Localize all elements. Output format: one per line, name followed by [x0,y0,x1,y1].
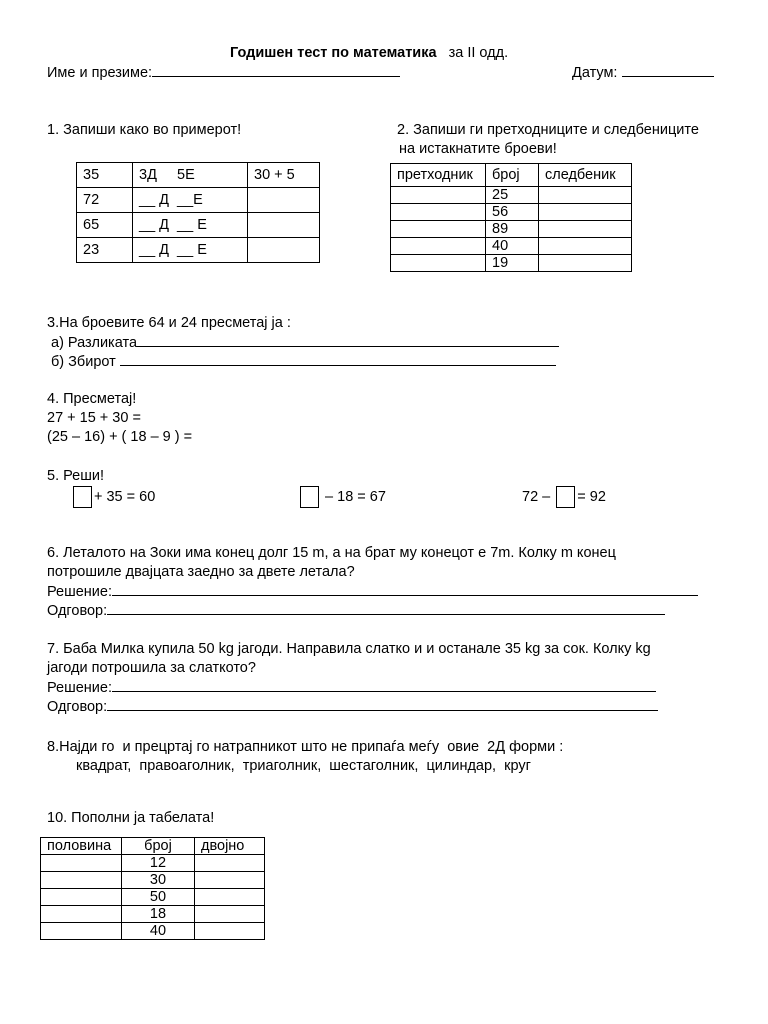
q1-cell-sum[interactable] [248,238,320,263]
q2-answer-cell[interactable] [539,204,632,221]
name-field[interactable] [47,63,400,82]
q7-answer-line[interactable] [47,697,658,716]
q1-cell-tens-units[interactable]: __ Д __ Е [133,213,248,238]
table-row [77,238,320,263]
q10-header-number: број [122,838,195,855]
q1-text: 1. Запиши како во примерот! [47,122,242,138]
q10-number-cell: 40 [122,923,195,940]
q2-header-number: број [486,164,539,187]
table-row [41,906,265,923]
q5-equation-2-text: – 18 = 67 [325,489,386,505]
q1-cell-tens-units[interactable]: __ Д __ Е [133,238,248,263]
q2-answer-cell[interactable] [391,255,486,272]
q3-difference-label: а) Разликата [51,335,138,351]
q10-header-double: двојно [195,838,265,855]
q1-table [76,162,320,263]
table-row [41,838,265,855]
q6-answer-blank[interactable] [107,601,665,615]
q10-number-cell: 30 [122,872,195,889]
q10-text: 10. Пополни ја табелата! [47,810,215,826]
q3-difference-blank[interactable] [137,333,559,347]
q2-text-line2: на истакнатите броеви! [399,141,557,157]
q7-text-line1: 7. Баба Милка купила 50 kg јагоди. Направила слатко и и останале 35 kg за сок. Колку kg [47,641,651,657]
q10-answer-cell[interactable] [195,872,265,889]
q2-header-predecessor: претходник [391,164,486,187]
q10-number-cell: 12 [122,855,195,872]
q2-answer-cell[interactable] [391,221,486,238]
q7-answer-label: Одговор: [47,699,108,715]
q10-header-half: половина [41,838,122,855]
q1-cell-number: 65 [77,213,133,238]
q10-answer-cell[interactable] [41,855,122,872]
q7-answer-blank[interactable] [107,697,658,711]
q6-text-line1: 6. Леталото на Зоки има конец долг 15 m, а на брат му конецот е 7m. Колку m конец [47,545,616,561]
q2-header-successor: следбеник [539,164,632,187]
q10-answer-cell[interactable] [195,889,265,906]
q8-shapes-list[interactable]: квадрат, правоаголник, триаголник, шестаголник, цилиндар, круг [76,758,531,774]
q7-text-line2: јагоди потрошила за слаткото? [47,660,256,676]
q5-equation-1 [71,486,155,508]
q2-answer-cell[interactable] [391,187,486,204]
q10-answer-cell[interactable] [195,906,265,923]
q10-answer-cell[interactable] [41,923,122,940]
q4-text: 4. Пресметај! [47,391,137,407]
title-bold: Годишен тест по математика [230,45,437,61]
q2-number-cell: 56 [486,204,539,221]
q3-text: 3.На броевите 64 и 24 пресметај ја : [47,315,291,331]
table-row [391,164,632,187]
q10-number-cell: 18 [122,906,195,923]
table-row [41,923,265,940]
table-row [391,221,632,238]
table-row [77,163,320,188]
q6-solution-label: Решение: [47,584,112,600]
q8-text-line1: 8.Најди го и прецртај го натрапникот што не припаѓа меѓу овие 2Д форми : [47,739,564,755]
q5-equation-2 [298,486,386,508]
q1-cell-tens-units[interactable]: __ Д __Е [133,188,248,213]
q5-equation-1-text: + 35 = 60 [94,489,156,505]
q5-equation-3 [522,486,606,508]
table-row [391,187,632,204]
q2-number-cell: 19 [486,255,539,272]
table-row [77,213,320,238]
q3-sum-label: б) Збирот [51,354,116,370]
q2-table [390,163,632,272]
q4-expression-2: (25 – 16) + ( 18 – 9 ) = [47,429,193,445]
q2-number-cell: 89 [486,221,539,238]
answer-box[interactable] [73,486,92,508]
table-row [41,872,265,889]
q1-cell-sum[interactable] [248,213,320,238]
q10-number-cell: 50 [122,889,195,906]
date-label: Датум: [572,65,618,81]
q3-sum-line[interactable] [51,352,556,371]
q7-solution-label: Решение: [47,680,112,696]
q5-equation-3-left: 72 – [522,489,551,505]
q3-difference-line[interactable] [51,333,559,352]
date-field[interactable] [572,63,714,82]
q2-answer-cell[interactable] [391,238,486,255]
q6-answer-label: Одговор: [47,603,108,619]
q10-answer-cell[interactable] [195,923,265,940]
q3-sum-blank[interactable] [120,352,556,366]
q1-cell-sum: 30 + 5 [248,163,320,188]
q2-answer-cell[interactable] [391,204,486,221]
name-blank[interactable] [152,63,400,77]
q10-answer-cell[interactable] [41,889,122,906]
q6-solution-line[interactable] [47,582,698,601]
q4-expression-1: 27 + 15 + 30 = [47,410,141,426]
q2-number-cell: 40 [486,238,539,255]
q5-text: 5. Реши! [47,468,104,484]
q2-answer-cell[interactable] [539,187,632,204]
table-row [77,188,320,213]
title-grade: за II одд. [448,45,509,61]
q2-answer-cell[interactable] [539,221,632,238]
q1-cell-number: 23 [77,238,133,263]
q10-answer-cell[interactable] [41,872,122,889]
q7-solution-blank[interactable] [112,678,656,692]
q5-equation-3-right: = 92 [577,489,606,505]
table-row [41,889,265,906]
q10-table [40,837,265,940]
q10-answer-cell[interactable] [41,906,122,923]
table-row [391,255,632,272]
test-title [230,44,508,62]
answer-box[interactable] [556,486,575,508]
q2-number-cell: 25 [486,187,539,204]
date-blank[interactable] [622,63,714,77]
q2-answer-cell[interactable] [539,255,632,272]
q6-text-line2: потрошиле двајцата заедно за двете летала? [47,564,355,580]
q2-answer-cell[interactable] [539,238,632,255]
table-row [391,238,632,255]
q2-text-line1: 2. Запиши ги претходниците и следбениците [397,122,699,138]
q6-solution-blank[interactable] [112,582,698,596]
table-row [391,204,632,221]
q1-cell-number: 35 [77,163,133,188]
table-row [41,855,265,872]
q6-answer-line[interactable] [47,601,665,620]
q1-cell-sum[interactable] [248,188,320,213]
q1-cell-number: 72 [77,188,133,213]
q7-solution-line[interactable] [47,678,656,697]
q1-cell-tens-units: 3Д 5Е [133,163,248,188]
name-label: Име и презиме: [47,65,153,81]
answer-box[interactable] [300,486,319,508]
q10-answer-cell[interactable] [195,855,265,872]
